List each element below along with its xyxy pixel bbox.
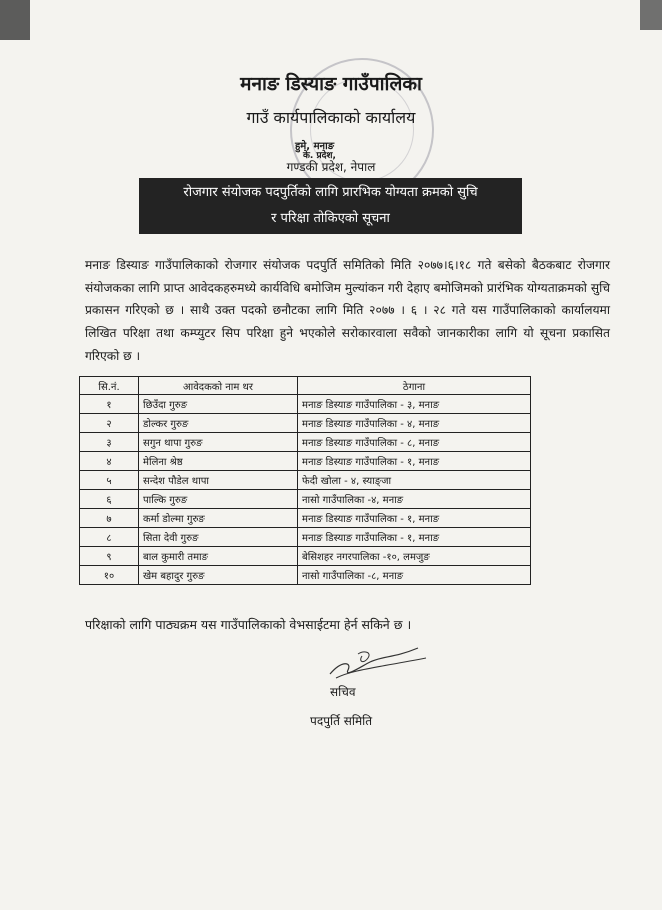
name-cell: छिउँदा गुरुङ	[139, 395, 298, 414]
serial-cell: ५	[80, 471, 139, 490]
name-cell: सगुन थापा गुरुङ	[139, 433, 298, 452]
name-cell: पाल्कि गुरुङ	[139, 490, 298, 509]
province-line: गण्डकी प्रदेश, नेपाल	[286, 160, 376, 174]
name-cell: डोल्कर गुरुङ	[139, 414, 298, 433]
address-cell: बेसिशहर नगरपालिका -१०, लमजुङ	[298, 547, 531, 566]
committee-name: पदपुर्ति समिति	[310, 714, 373, 728]
table-row	[80, 471, 531, 490]
table-row	[80, 414, 531, 433]
syllabus-note: परिक्षाको लागि पाठ्यक्रम यस गाउँपालिकाको वेभसाईटमा हेर्न सकिने छ ।	[85, 617, 412, 632]
address-cell: नासो गाउँपालिका -४, मनाङ	[298, 490, 531, 509]
serial-cell: ६	[80, 490, 139, 509]
table-row	[80, 547, 531, 566]
notice-title-line1: रोजगार संयोजक पदपुर्तिको लागि प्रारभिक योग्यता क्रमको सुचि	[183, 185, 478, 200]
notice-title-banner	[139, 178, 522, 234]
col-header-serial: सि.नं.	[80, 377, 139, 395]
name-cell: मेलिना श्रेष्ठ	[139, 452, 298, 471]
address-cell: मनाङ डिस्याङ गाउँपालिका - १, मनाङ	[298, 452, 531, 471]
table-row	[80, 490, 531, 509]
table-row	[80, 452, 531, 471]
address-cell: मनाङ डिस्याङ गाउँपालिका - १, मनाङ	[298, 509, 531, 528]
signatory-title: सचिव	[330, 685, 356, 699]
table-row	[80, 433, 531, 452]
stamp-text-line2: के. प्रदेश,	[303, 151, 336, 161]
address-cell: मनाङ डिस्याङ गाउँपालिका - १, मनाङ	[298, 528, 531, 547]
office-name: गाउँ कार्यपालिकाको कार्यालय	[246, 108, 416, 127]
serial-cell: २	[80, 414, 139, 433]
serial-cell: ४	[80, 452, 139, 471]
col-header-name: आवेदकको नाम थर	[139, 377, 298, 395]
stamp-text-line1: हुमे, मनाङ	[295, 141, 335, 152]
address-cell: मनाङ डिस्याङ गाउँपालिका - ४, मनाङ	[298, 414, 531, 433]
col-header-address: ठेगाना	[298, 377, 531, 395]
serial-cell: ९	[80, 547, 139, 566]
notice-title-line2: र परिक्षा तोकिएको सूचना	[271, 211, 390, 226]
address-cell: मनाङ डिस्याङ गाउँपालिका - ३, मनाङ	[298, 395, 531, 414]
handwritten-signature	[322, 640, 432, 686]
address-cell: फेदी खोला - ४, स्याङ्जा	[298, 471, 531, 490]
address-cell: नासो गाउँपालिका -८, मनाङ	[298, 566, 531, 585]
serial-cell: १	[80, 395, 139, 414]
name-cell: सन्देश पौडेल थापा	[139, 471, 298, 490]
serial-cell: ८	[80, 528, 139, 547]
name-cell: खेम बहादुर गुरुङ	[139, 566, 298, 585]
table-row	[80, 528, 531, 547]
table-row	[80, 566, 531, 585]
scan-edge-shadow	[640, 0, 662, 30]
scan-edge-shadow	[0, 0, 30, 40]
applicant-table	[79, 376, 531, 585]
table-row	[80, 509, 531, 528]
address-cell: मनाङ डिस्याङ गाउँपालिका - ८, मनाङ	[298, 433, 531, 452]
notice-body: मनाङ डिस्याङ गाउँपालिकाको रोजगार संयोजक पदपुर्ति समितिको मिति २०७७।६।१८ गते बसेको बैठकबाट रोजगार संयोजकका लागि प्राप्त आवेदकहरुमध्ये कार्यविधि बमोजिम मुल्यांकन गरी देहाए बमोजिमको प्रारंभिक योग्यताक्रमको सुचि प्रकासन गरिएको छ । साथै उक्त पदको छनौटका लागि मिति २०७७ । ६ । २८ गते यस गाउँपालिकाको कार्यालयमा लिखित परिक्षा तथा कम्प्युटर सिप परिक्षा हुने भएकोले सरोकारवाला सवैको जानकारीका लागि यो सूचना प्रकासित गरिएको छ ।	[85, 258, 610, 363]
serial-cell: १०	[80, 566, 139, 585]
name-cell: सिता देवी गुरुङ	[139, 528, 298, 547]
municipality-title: मनाङ डिस्याङ गाउँपालिका	[240, 73, 422, 95]
name-cell: कर्मा डोल्मा गुरुङ	[139, 509, 298, 528]
table-row	[80, 395, 531, 414]
table-header-row	[80, 377, 531, 395]
serial-cell: ३	[80, 433, 139, 452]
name-cell: बाल कुमारी तमाङ	[139, 547, 298, 566]
serial-cell: ७	[80, 509, 139, 528]
